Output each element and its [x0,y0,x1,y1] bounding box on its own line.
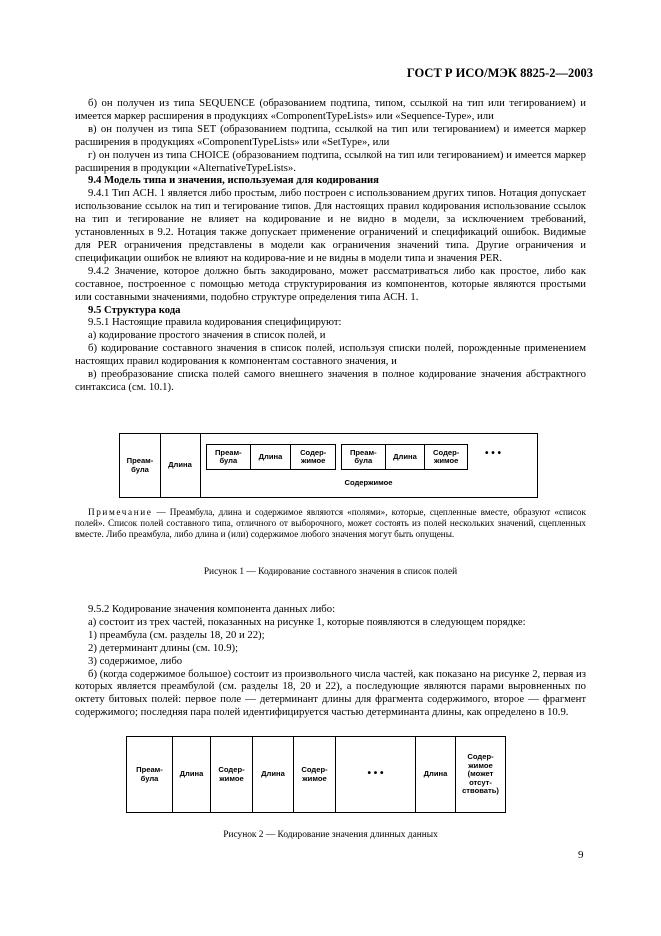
note [75,507,586,541]
paragraph: 9.4.2 Значение, которое должно быть закодировано, может рассматриваться либо как простое, либо как составное, построенное с помощью метода структурирования из компонентов, которые являются простыми или составными значениями, подобно структуре определения типа АСН. 1. [75,264,586,303]
paragraph: в) преобразование списка полей самого внешнего значения в полное кодирование значения абстрактного синтаксиса (см. 10.1). [75,368,586,393]
component-field-list-1 [206,444,336,470]
paragraph: 9.5.2 Кодирование значения компонента данных либо: [88,603,336,615]
note-label: Примечание [88,507,153,517]
content-block [200,434,537,497]
figure-1-caption: Рисунок 1 — Кодирование составного значения в список полей [203,567,458,577]
content-label: Содержимое [344,478,393,487]
length-cell: Длина [416,737,456,812]
ellipsis: • • • [484,448,502,459]
sub-length-cell: Длина [251,445,292,469]
length-cell: Длина [160,434,201,497]
paragraph: б) (когда содержимое большое) состоит из произвольного числа частей, как показано на рисунке 2, первая из которых является преамбулой (см. разделы 18, 20 и 22), а последующие являются парами выровненных по октету битовых полей: первое поле — детерминант длины для фрагмента содержимого, второе — фрагмент содержимого; последняя пара полей идентифицируется частью детерминанта длины, как определено в 10.9. [75,667,586,719]
final-content-cell: Содер- жимое (может отсут- ствовать) [462,752,499,796]
paragraph: б) он получен из типа SEQUENCE (образованием подтипа, типом, ссылкой на тип или тегированием) и имеется маркер расширения в продукциях «ComponentTypeLists» или «Sequence-Type», или [75,97,586,122]
figure-1-diagram [119,433,538,498]
document-header: ГОСТ Р ИСО/МЭК 8825-2—2003 [406,66,593,80]
ellipsis-cell: • • • [336,737,416,812]
content-fragment-cell: Содер- жимое [211,737,253,812]
paragraph: 1) преамбула (см. разделы 18, 20 и 22); [88,628,265,641]
paragraph: 2) детерминант длины (см. 10.9); [88,641,239,654]
section-heading-9-4: 9.4 Модель типа и значения, используемая для кодирования [88,174,379,187]
paragraph: а) кодирование простого значения в список полей, и [88,329,326,342]
content-fragment-cell: Содер- жимое [294,737,336,812]
preamble-cell: Преам- була [120,434,161,497]
note-text: — Преамбула, длина и содержимое являются «полями», которые, сцепленные вместе, образуют «список полей». Список полей составного типа, отличного от выборочного, может состоять из полей нескольких значений, сцепленных вместе. Либо преамбула, либо длина и (или) содержимое любого значения могут быть опущены. [75,507,586,540]
paragraph: 9.5.1 Настоящие правила кодирования специфицируют: [88,316,342,329]
sub-length-cell: Длина [386,445,426,469]
sub-preamble-cell: Преам- була [342,445,386,469]
figure-2-diagram [126,736,506,813]
paragraph: 3) содержимое, либо [88,654,183,667]
body-text-1 [75,97,586,394]
figure-2-caption: Рисунок 2 — Кодирование значения длинных данных [223,830,438,840]
paragraph: б) кодирование составного значения в список полей, используя списки полей, порожденные применением настоящих правил кодирования к компонентам составного значения, и [75,342,586,368]
page-number: 9 [578,849,584,861]
paragraph: а) состоит из трех частей, показанных на рисунке 1, которые появляются в следующем порядке: [88,615,526,628]
sub-content-cell: Содер- жимое [433,447,460,465]
paragraph: 9.4.1 Тип АСН. 1 является либо простым, либо построен с использованием других типов. Нотация допускает использование ссылок на тип и тегирование типов. Для настоящих правил кодирования использование ссылок на тип и тегирование не влияет на кодирование и не видно в модели, за исключением требований, установленных в 9.2. Нотация также допускает применение ограничений и спецификаций ошибок. Видимые для PER ограничения представлены в модели как ограничения значений типа. Другие ограничения и спецификации ошибок не влияют на кодирова-ние и не видны в модели типа и значения PER. [75,187,586,264]
preamble-cell: Преам- була [127,737,173,812]
section-heading-9-5: 9.5 Структура кода [88,303,181,316]
length-cell: Длина [173,737,211,812]
sub-preamble-cell: Преам- була [207,445,251,469]
paragraph: г) он получен из типа CHOICE (образованием подтипа, ссылкой на тип или тегированием) и имеется маркер расширения в продукции «AlternativeTypeLists». [75,148,586,174]
sub-content-cell: Содер- жимое [300,447,327,465]
component-field-list-2 [341,444,468,470]
body-text-2 [75,603,586,719]
paragraph: в) он получен из типа SET (образованием подтипа, ссылкой на тип или тегированием) и имеется маркер расширения в продукциях «ComponentTypeLists» или «SetType», или [75,122,586,148]
length-cell: Длина [253,737,294,812]
